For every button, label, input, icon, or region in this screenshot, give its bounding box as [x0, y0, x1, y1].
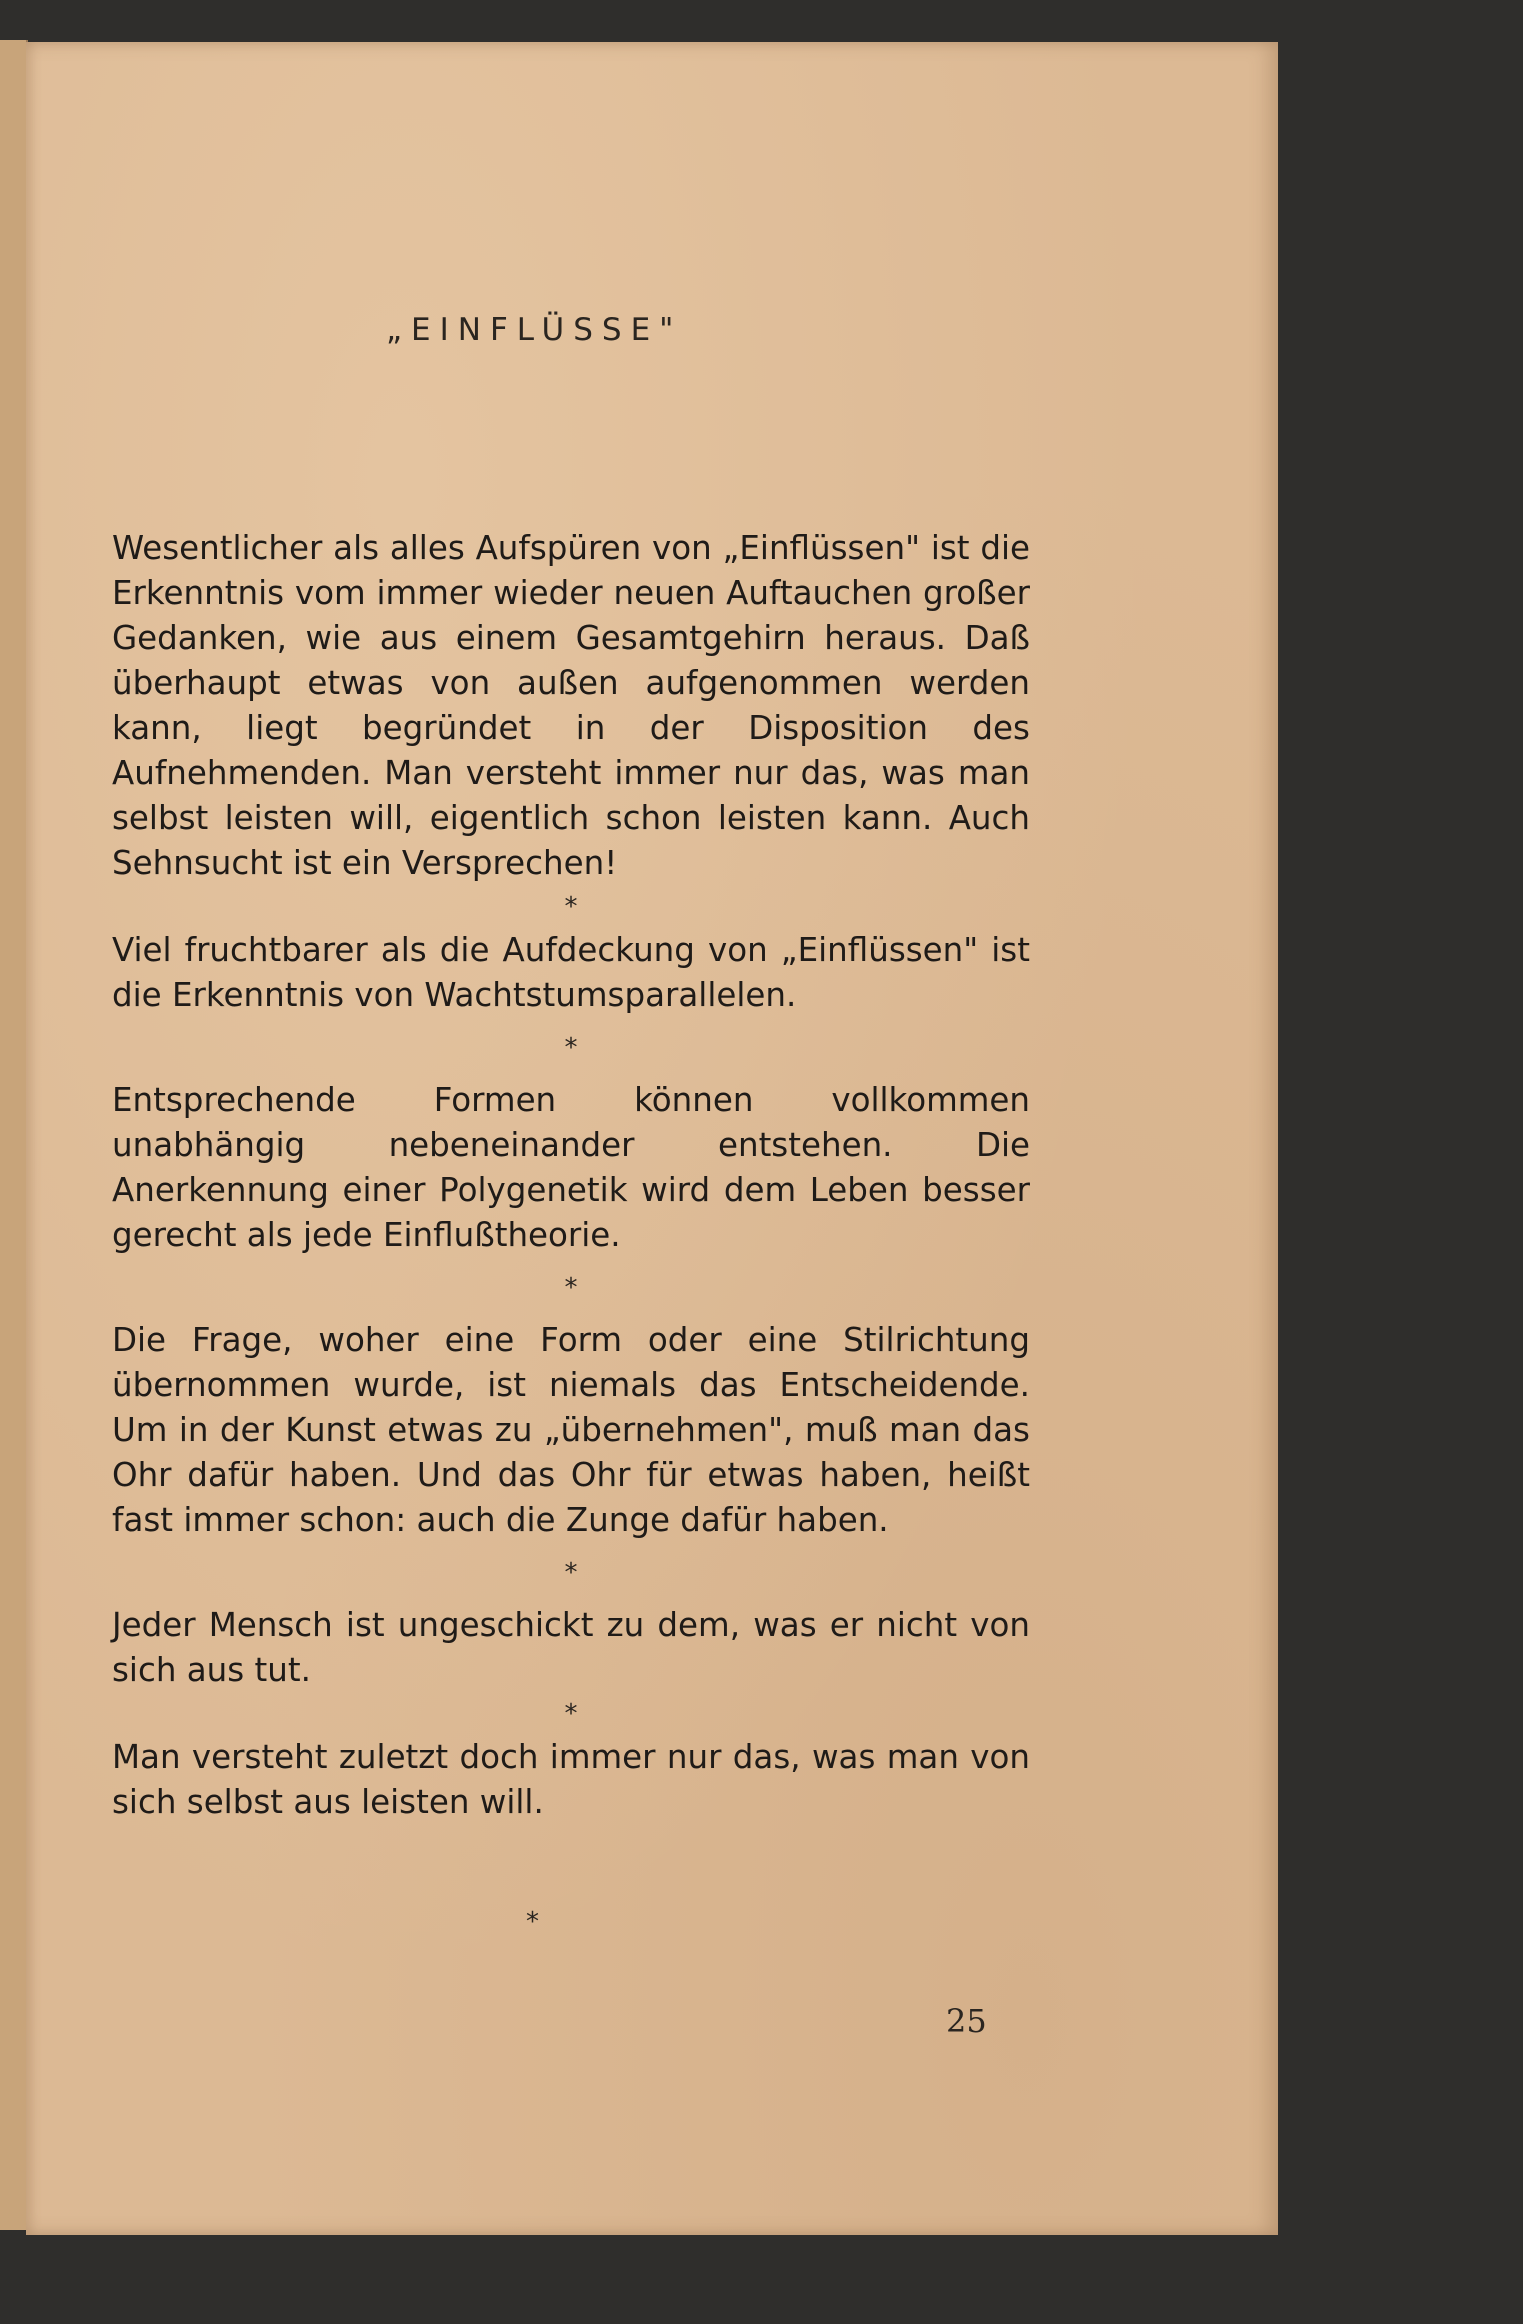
- separator-star-3: *: [564, 1273, 578, 1303]
- separator-star-4: *: [564, 1558, 578, 1588]
- separator-star-6: *: [526, 1907, 539, 1937]
- separator-star-2: *: [564, 1033, 578, 1063]
- facing-page-edge: [0, 40, 28, 2230]
- paragraph-1: Wesentlicher als alles Aufspüren von „Einflüssen" ist die Erkenntnis vom immer wieder neuen Auftauchen großer Gedanken, wie aus einem Gesamtgehirn heraus. Daß überhaupt etwas von außen aufgenommen werden kann, liegt begründet in der Disposition des Aufnehmenden. Man versteht immer nur das, was man selbst leisten will, eigentlich schon leisten kann. Auch Sehnsucht ist ein Versprechen!: [112, 529, 1030, 882]
- paragraph-5: Jeder Mensch ist ungeschickt zu dem, was er nicht von sich aus tut.: [112, 1606, 1030, 1689]
- paragraph-6: Man versteht zuletzt doch immer nur das, was man von sich selbst aus leisten will.: [112, 1738, 1030, 1821]
- page-number: 25: [946, 2002, 987, 2040]
- separator-star-1: *: [564, 892, 578, 922]
- paragraph-4: Die Frage, woher eine Form oder eine Stilrichtung übernommen wurde, ist niemals das Entscheidende. Um in der Kunst etwas zu „übernehmen", muß man das Ohr dafür haben. Und das Ohr für etwas haben, heißt fast immer schon: auch die Zunge dafür haben.: [112, 1321, 1030, 1539]
- separator-star-5: *: [564, 1699, 578, 1729]
- chapter-heading: „EINFLÜSSE": [386, 312, 683, 348]
- paragraph-3: Entsprechende Formen können vollkommen unabhängig nebeneinander entstehen. Die Anerkennung einer Polygenetik wird dem Leben besser gerecht als jede Einflußtheorie.: [112, 1081, 1030, 1254]
- paragraph-2: Viel fruchtbarer als die Aufdeckung von „Einflüssen" ist die Erkenntnis von Wachtstumsparallelen.: [112, 931, 1030, 1014]
- body-text: [112, 526, 1030, 1825]
- book-page: [26, 42, 1278, 2235]
